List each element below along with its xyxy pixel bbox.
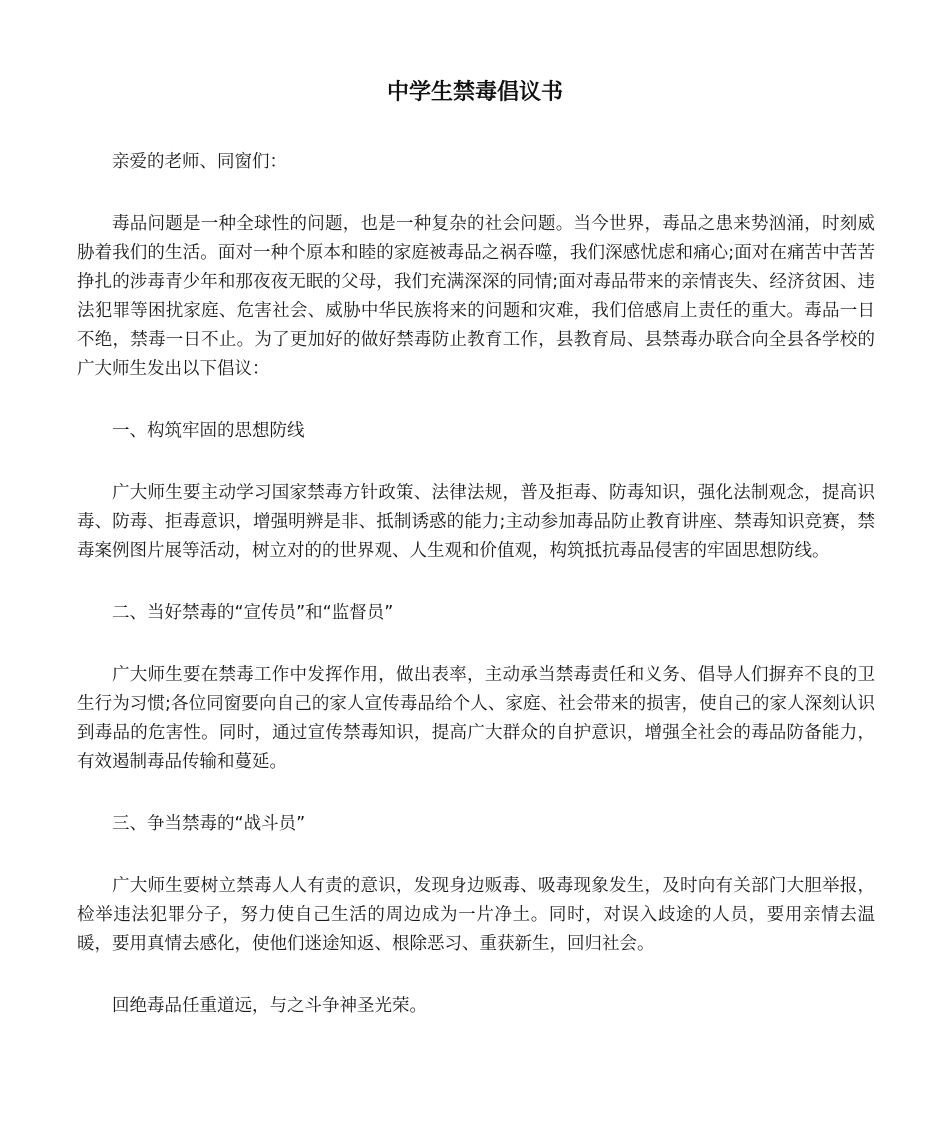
- section-heading-3: 三、争当禁毒的“战斗员”: [112, 814, 306, 834]
- section-body-3: 广大师生要树立禁毒人人有责的意识，发现身边贩毒、吸毒现象发生，及时向有关部门大胆举报，检举违法犯罪分子，努力使自己生活的周边成为一片净土。同时，对误入歧途的人员，要用亲情去温暖，要用真情去感化，使他们迷途知返、根除恶习、重获新生，回归社会。: [77, 876, 875, 954]
- document-title: 中学生禁毒倡议书: [386, 80, 563, 105]
- closing-line: 回绝毒品任重道远，与之斗争神圣光荣。: [112, 996, 427, 1016]
- salutation: 亲爱的老师、同窗们：: [112, 152, 287, 172]
- document-body: [77, 148, 875, 1054]
- intro-paragraph: 毒品问题是一种全球性的问题，也是一种复杂的社会问题。当今世界，毒品之患来势汹涌，时刻威胁着我们的生活。面对一种个原本和睦的家庭被毒品之祸吞噬，我们深感忧虑和痛心;面对在痛苦中苦苦挣扎的涉毒青少年和那夜夜无眠的父母，我们充满深深的同情;面对毒品带来的亲情丧失、经济贫困、违法犯罪等困扰家庭、危害社会、威胁中华民族将来的问题和灾难，我们倍感肩上责任的重大。毒品一日不绝，禁毒一日不止。为了更加好的做好禁毒防止教育工作，县教育局、县禁毒办联合向全县各学校的广大师生发出以下倡议：: [77, 214, 875, 379]
- section-body-1: 广大师生要主动学习国家禁毒方针政策、法律法规，普及拒毒、防毒知识，强化法制观念，提高识毒、防毒、拒毒意识，增强明辨是非、抵制诱惑的能力;主动参加毒品防止教育讲座、禁毒知识竞赛，禁毒案例图片展等活动，树立对的的世界观、人生观和价值观，构筑抵抗毒品侵害的牢固思想防线。: [77, 483, 875, 561]
- section-heading-2: 二、当好禁毒的“宣传员”和“监督员”: [112, 603, 394, 623]
- section-body-2: 广大师生要在禁毒工作中发挥作用，做出表率，主动承当禁毒责任和义务、倡导人们摒弃不良的卫生行为习惯;各位同窗要向自己的家人宣传毒品给个人、家庭、社会带来的损害，使自己的家人深刻认识到毒品的危害性。同时，通过宣传禁毒知识，提高广大群众的自护意识，增强全社会的毒品防备能力，有效遏制毒品传输和蔓延。: [77, 665, 875, 772]
- section-heading-1: 一、构筑牢固的思想防线: [112, 421, 305, 441]
